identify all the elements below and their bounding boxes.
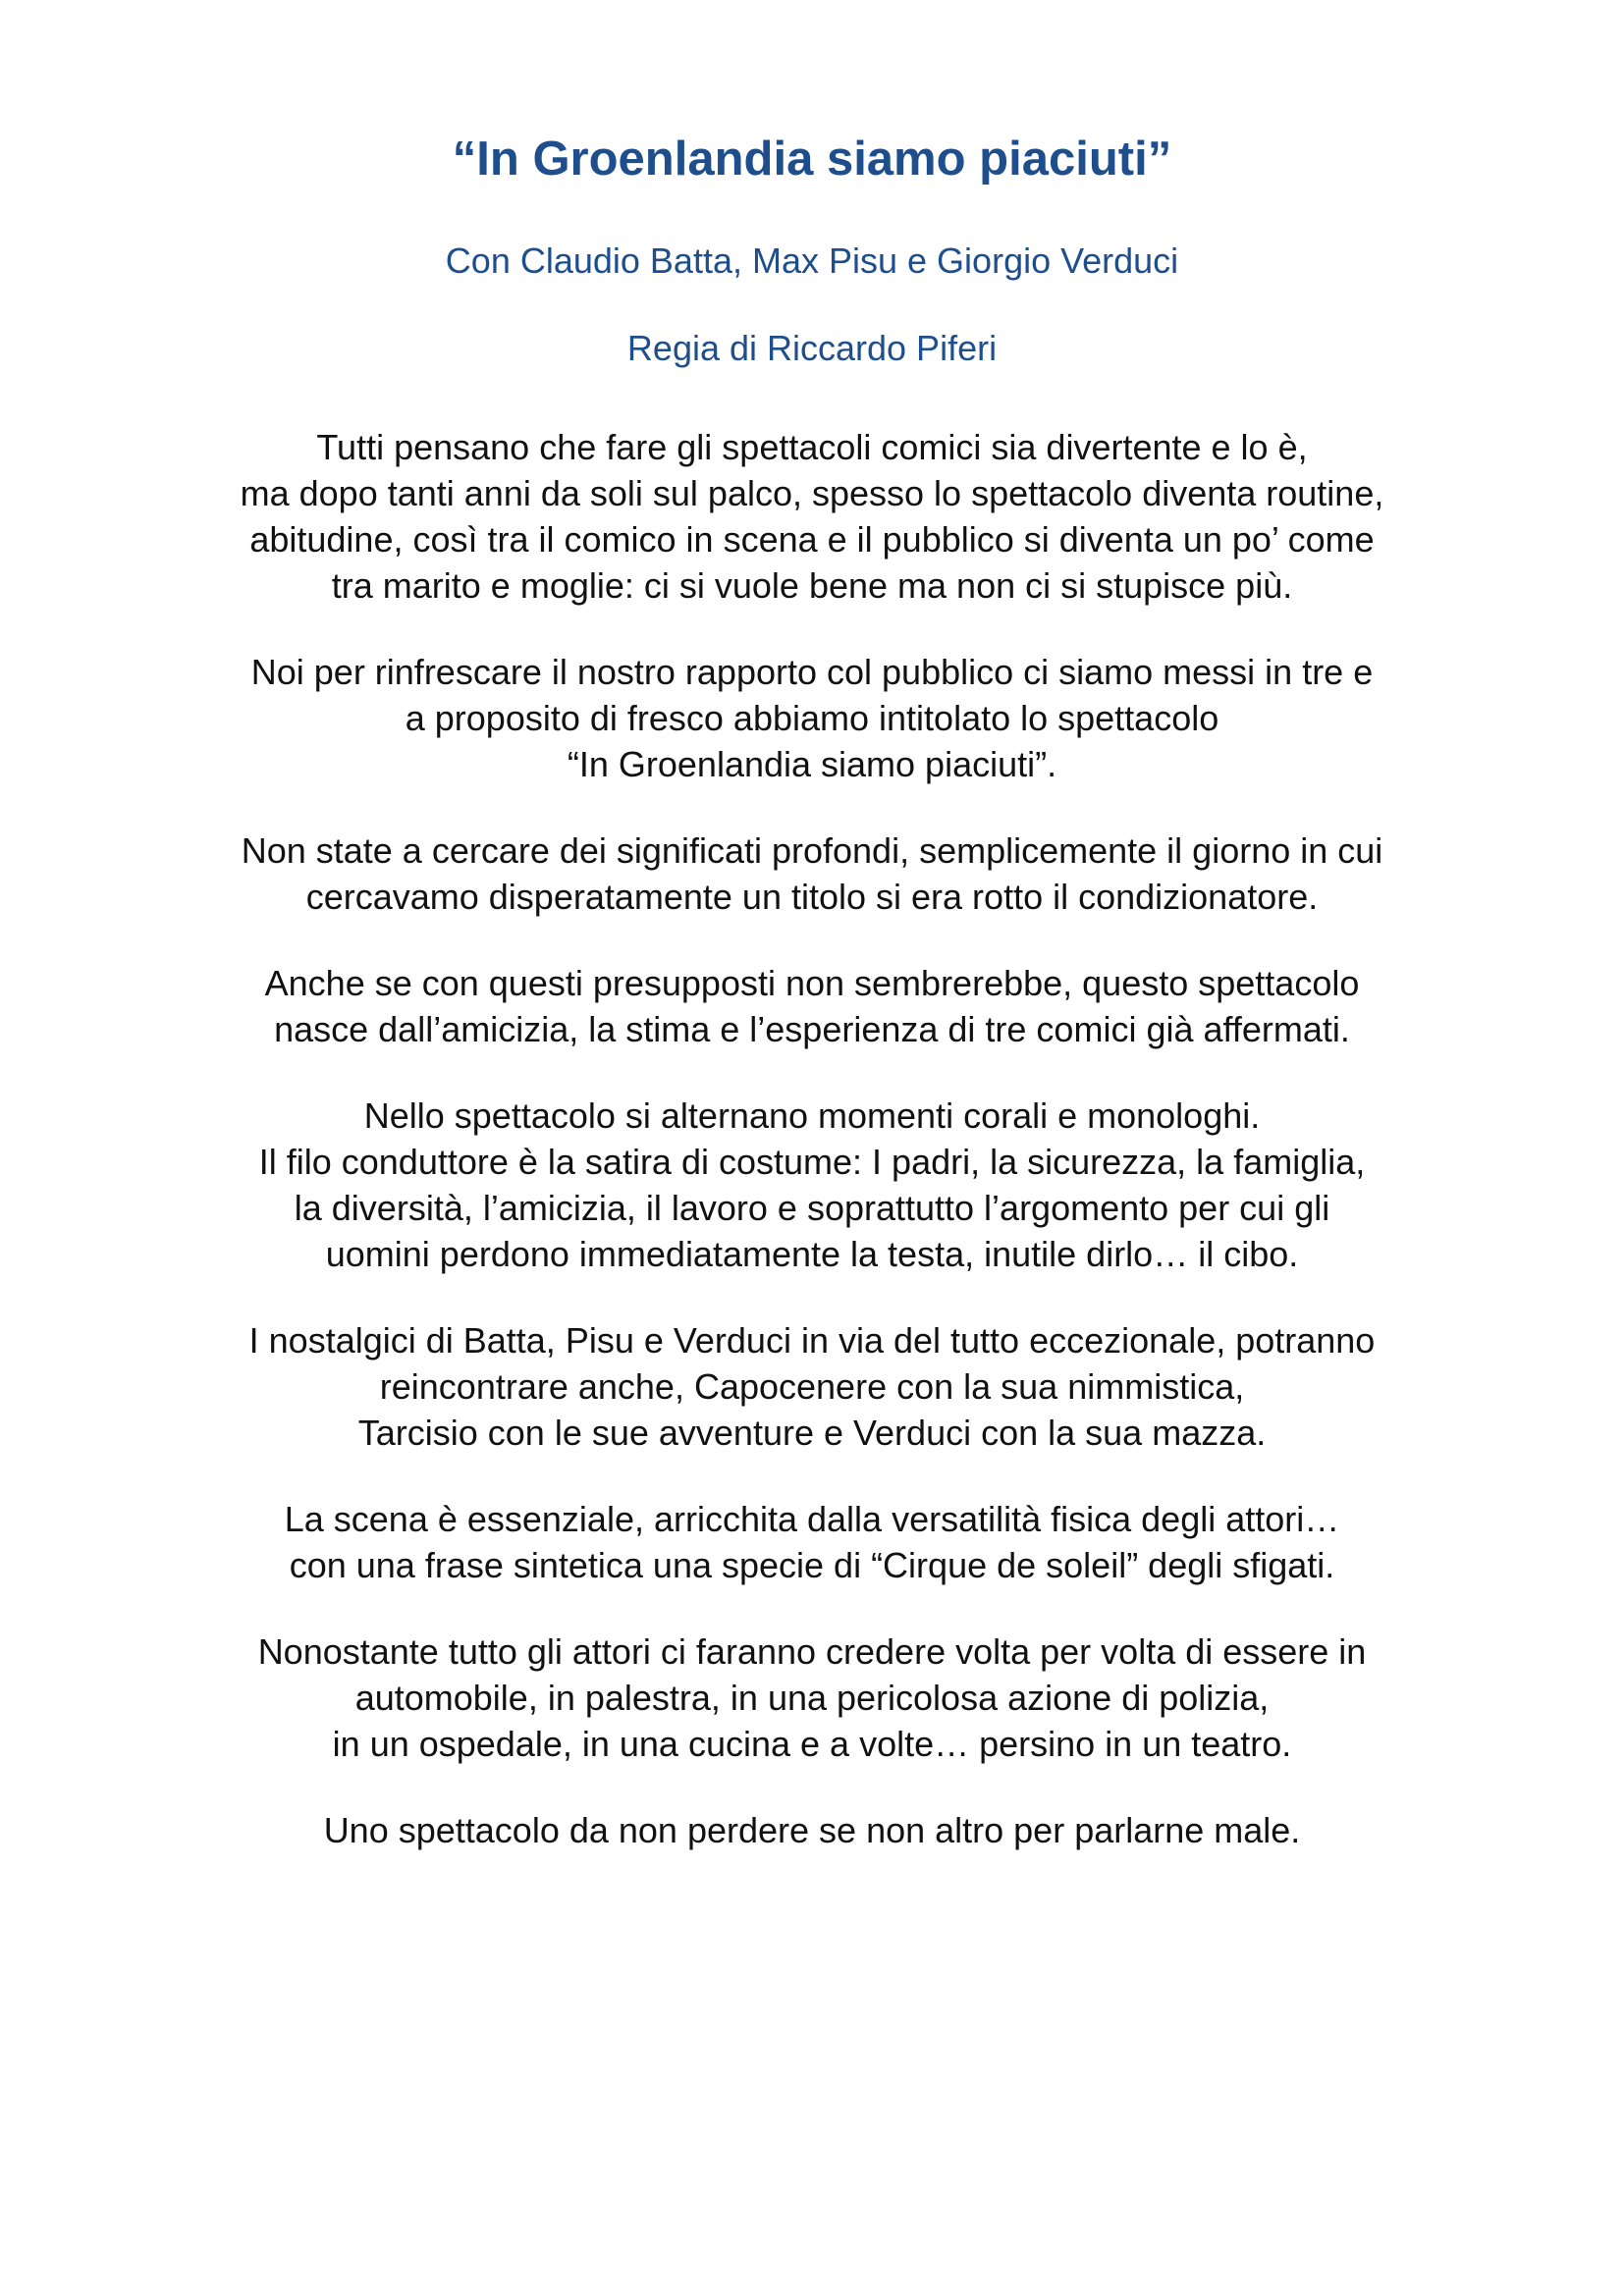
paragraph-line: Nello spettacolo si alternano momenti corali e monologhi. bbox=[363, 1095, 1261, 1136]
paragraph-line: abitudine, così tra il comico in scena e il pubblico si diventa un po’ come bbox=[249, 519, 1375, 560]
paragraph-line: Il filo conduttore è la satira di costume: I padri, la sicurezza, la famiglia, bbox=[258, 1142, 1366, 1182]
paragraph-line: Noi per rinfrescare il nostro rapporto col pubblico ci siamo messi in tre e bbox=[250, 652, 1374, 692]
paragraph bbox=[0, 649, 1624, 787]
paragraph-line: con una frase sintetica una specie di “Cirque de soleil” degli sfigati. bbox=[289, 1545, 1335, 1585]
paragraph-line: in un ospedale, in una cucina e a volte… persino in un teatro. bbox=[332, 1724, 1292, 1764]
paragraph-line: tra marito e moglie: ci si vuole bene ma non ci si stupisce più. bbox=[331, 565, 1293, 606]
paragraph-line: uomini perdono immediatamente la testa, inutile dirlo… il cibo. bbox=[325, 1234, 1299, 1274]
paragraph-line: “In Groenlandia siamo piaciuti”. bbox=[567, 744, 1057, 784]
paragraph bbox=[0, 1496, 1624, 1588]
paragraph-line: reincontrare anche, Capocenere con la sua nimmistica, bbox=[379, 1366, 1245, 1407]
paragraph bbox=[0, 960, 1624, 1052]
paragraph-line: Uno spettacolo da non perdere se non altro per parlarne male. bbox=[323, 1810, 1301, 1850]
paragraph bbox=[0, 1317, 1624, 1456]
paragraph bbox=[0, 1807, 1624, 1853]
director-line: Regia di Riccardo Piferi bbox=[626, 328, 998, 368]
paragraph-line: Tutti pensano che fare gli spettacoli comici sia divertente e lo è, bbox=[316, 427, 1308, 467]
paragraph-line: Nonostante tutto gli attori ci faranno credere volta per volta di essere in bbox=[257, 1631, 1367, 1672]
paragraph-line: nasce dall’amicizia, la stima e l’esperienza di tre comici già affermati. bbox=[274, 1009, 1350, 1049]
paragraph-line: Anche se con questi presupposti non sembrerebbe, questo spettacolo bbox=[264, 963, 1360, 1003]
body-text bbox=[0, 424, 1624, 1853]
paragraph-line: Non state a cercare dei significati profondi, semplicemente il giorno in cui bbox=[241, 830, 1383, 871]
document-title: “In Groenlandia siamo piaciuti” bbox=[452, 133, 1172, 186]
credits-block bbox=[0, 240, 1624, 370]
paragraph-line: La scena è essenziale, arricchita dalla versatilità fisica degli attori… bbox=[284, 1499, 1340, 1539]
paragraph-line: Tarcisio con le sue avventure e Verduci con la sua mazza. bbox=[357, 1413, 1267, 1453]
paragraph-line: la diversità, l’amicizia, il lavoro e soprattutto l’argomento per cui gli bbox=[294, 1188, 1330, 1228]
paragraph-line: I nostalgici di Batta, Pisu e Verduci in via del tutto eccezionale, potranno bbox=[248, 1320, 1376, 1361]
paragraph bbox=[0, 828, 1624, 920]
paragraph-line: automobile, in palestra, in una pericolosa azione di polizia, bbox=[354, 1678, 1270, 1718]
paragraph bbox=[0, 424, 1624, 609]
paragraph bbox=[0, 1629, 1624, 1767]
cast-line: Con Claudio Batta, Max Pisu e Giorgio Verduci bbox=[445, 240, 1179, 281]
paragraph bbox=[0, 1093, 1624, 1277]
paragraph-line: cercavamo disperatamente un titolo si era rotto il condizionatore. bbox=[305, 877, 1319, 917]
paragraph-line: ma dopo tanti anni da soli sul palco, spesso lo spettacolo diventa routine, bbox=[240, 473, 1384, 513]
paragraph-line: a proposito di fresco abbiamo intitolato lo spettacolo bbox=[405, 698, 1219, 738]
